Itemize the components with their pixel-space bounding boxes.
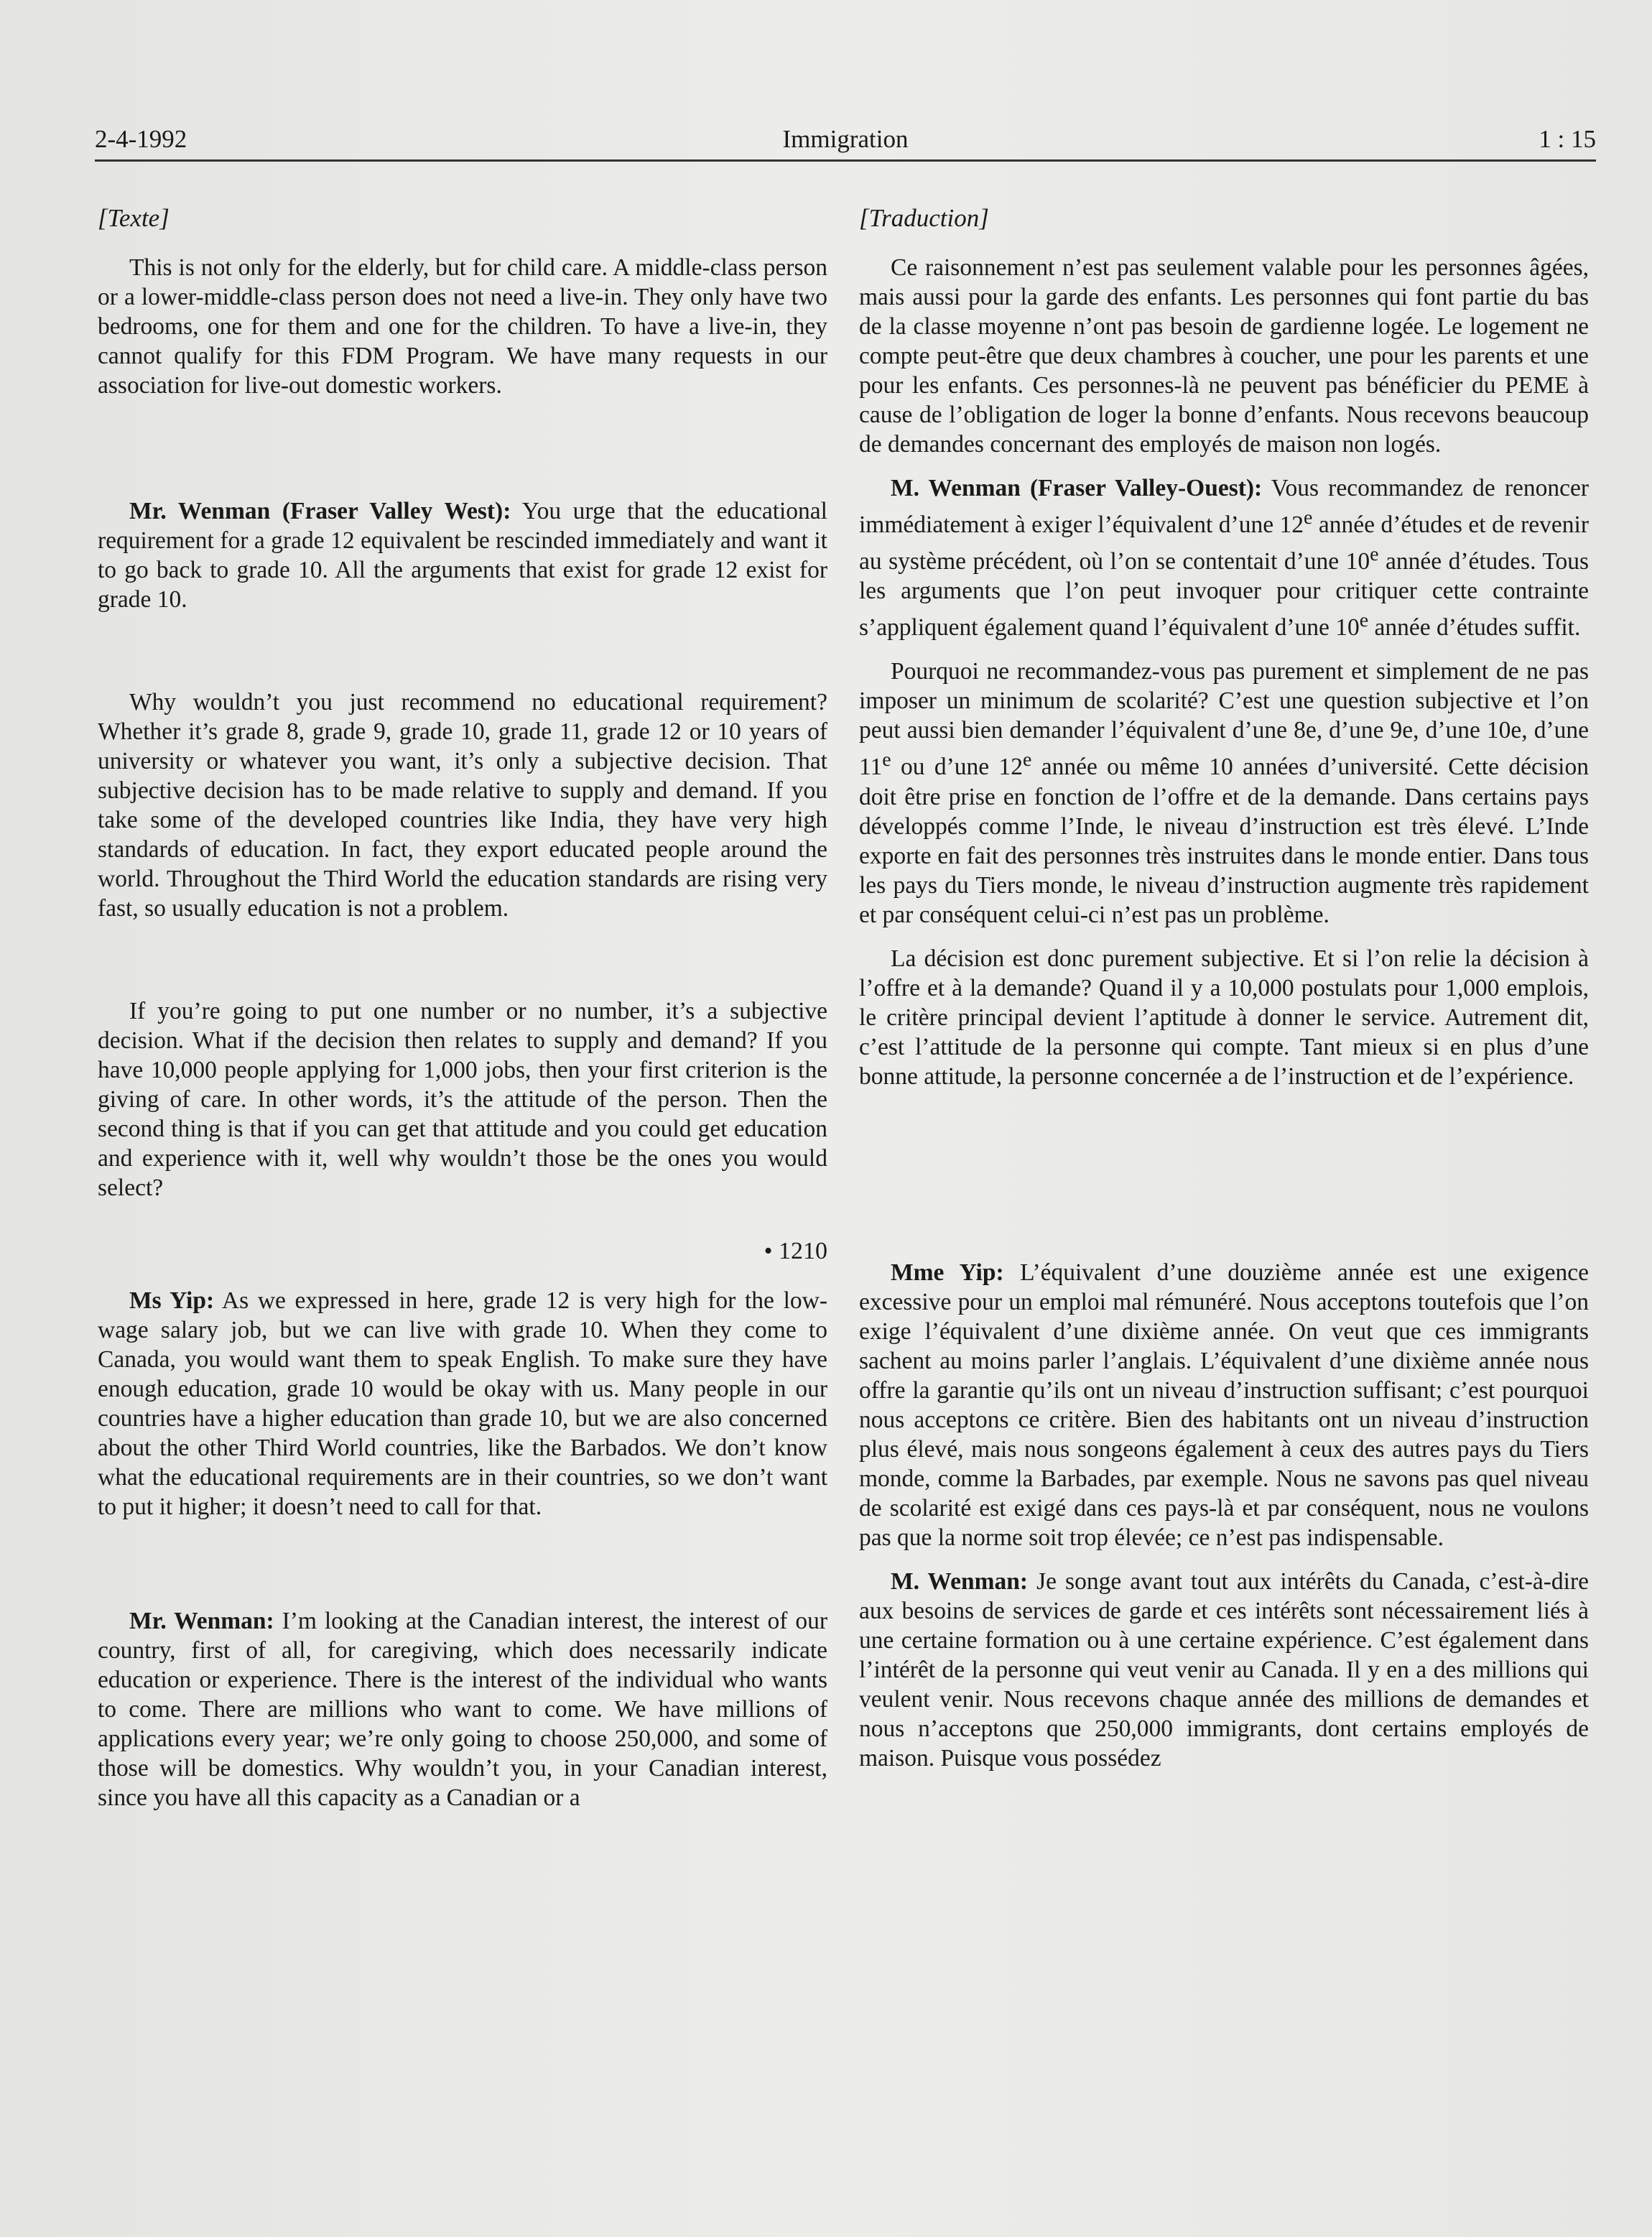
speech-text: année d’études et de revenir au système précédent, où l’on se contentait d’une 10 xyxy=(859,511,1590,575)
speaker-name: M. Wenman: xyxy=(891,1567,1029,1595)
paragraph xyxy=(98,1606,827,1812)
speech-text: L’équivalent d’une douzième année est une exigence excessive pour un emploi mal rémunéré. Nous acceptons toutefois que l’on exige l’équivalent d’une dixième année. On veut que ces immigrants sachent au moins parler l’anglais. L’équivalent d’une dixième année nous offre la garantie qu’ils ont un niveau d’instruction suffisant; c’est pourquoi nous acceptons ce critère. Bien des habitants ont un niveau d’instruction plus élevé, mais nous songeons également à ceux des autres pays du Tiers monde, comme la Barbades, par exemple. Nous ne savons pas quel niveau de scolarité est exigé dans ces pays-là et par conséquent, nous ne voulons pas que la norme soit trop élevée; ce n’est pas indispensable. xyxy=(859,1259,1589,1551)
paragraph: Why wouldn’t you just recommend no educational requirement? Whether it’s grade 8, grade 9, grade 10, grade 11, grade 12 or 10 years of university or whatever you want, it’s only a subjective decision. That subjective decision has to be made relative to supply and demand. If you take some of the developed countries like India, they have very high standards of education. In fact, they export educated people around the world. Throughout the Third World the education standards are rising very fast, so usually education is not a problem. xyxy=(98,689,827,922)
time-marker: • 1210 xyxy=(764,1238,827,1264)
paragraph: If you’re going to put one number or no number, it’s a subjective decision. What if the decision then relates to supply and demand? If you have 10,000 people applying for 1,000 jobs, then your first criterion is the giving of care. In other words, it’s the attitude of the person. Then the second thing is that if you can get that attitude and you could get education and experience with it, well why wouldn’t those be the ones you would select? xyxy=(98,998,827,1201)
header-title: Immigration xyxy=(782,125,909,153)
paragraph xyxy=(859,1567,1589,1773)
paragraph xyxy=(859,1258,1589,1552)
superscript: e xyxy=(1359,609,1369,632)
paragraph: This is not only for the elderly, but for child care. A middle-class person or a lower-middle-class person does not need a live-in. They only have two bedrooms, one for them and one for the children. To have a live-in, they cannot qualify for this FDM Program. We have many requests in our association for live-out domestic workers. xyxy=(98,254,827,399)
superscript: e xyxy=(1022,749,1032,772)
paragraph xyxy=(859,473,1589,642)
speaker-name: Mr. Wenman: xyxy=(129,1608,274,1634)
paragraph: Ce raisonnement n’est pas seulement valable pour les personnes âgées, mais aussi pour la garde des enfants. Les personnes qui font partie du bas de la classe moyenne n’ont pas besoin de gardienne logée. Le logement ne compte peut-être que deux chambres à coucher, une pour les parents et une pour les enfants. Ces personnes-là ne peuvent pas bénéficier du PEME à cause de l’obligation de loger la bonne d’enfants. Nous recevons beaucoup de demandes concernant des employés de maison non logés. xyxy=(859,254,1589,458)
paragraph xyxy=(98,496,827,614)
paragraph: La décision est donc purement subjective. Et si l’on relie la décision à l’offre et à la demande? Quand il y a 10,000 postulats pour 1,000 emplois, le critère principal devient l’aptitude à donner le service. Autrement dit, c’est l’attitude de la personne qui compte. Tant mieux si en plus d’une bonne attitude, la personne concernée a de l’instruction et de l’expérience. xyxy=(859,945,1589,1090)
page-header xyxy=(95,122,1596,162)
paragraph xyxy=(98,1286,827,1522)
speaker-name: Ms Yip: xyxy=(129,1287,215,1314)
speech-text: Pourquoi ne recommandez-vous pas purement et simplement de ne pas imposer un minimum de scolarité? C’est une question subjective et l’on peut aussi bien demander l’équivalent d’une 8e, d’une 9e, d’une 10e, d’une 11 xyxy=(859,658,1589,781)
superscript: e xyxy=(1304,506,1313,529)
speaker-name: M. Wenman (Fraser Valley-Ouest): xyxy=(891,475,1263,501)
speech-text: Vous recommandez de renoncer immédiatement à exiger l’équivalent d’une 12 xyxy=(859,475,1589,539)
speech-text: ou d’une 12 xyxy=(891,754,1023,781)
speech-text: année ou même 10 années d’université. Cette décision doit être prise en fonction de l’offre et de la demande. Dans certains pays développés comme l’Inde, le niveau d’instruction est très élevé. L’Inde exporte en fait des personnes très instruites dans le monde entier. Dans tous les pays du Tiers monde, le niveau d’instruction augmente très rapidement et par conséquent celui-ci n’est pas un problème. xyxy=(859,754,1589,928)
speech-text: You urge that the educational requirement for a grade 12 equivalent be rescinded immediately and want it to go back to grade 10. All the arguments that exist for grade 12 exist for grade 10. xyxy=(98,498,827,613)
header-page-number: 1 : 15 xyxy=(1539,125,1596,153)
speech-text: Je songe avant tout aux intérêts du Canada, c’est-à-dire aux besoins de services de garde et ces intérêts sont nécessairement liés à une certaine formation ou à une certaine expérience. C’est également dans l’intérêt de la personne qui veut venir au Canada. Il y en a des millions qui veulent venir. Nous recevons chaque année des millions de demandes et nous n’acceptons que 250,000 immigrants, dont certains employés de maison. Puisque vous possédez xyxy=(859,1567,1590,1771)
translation-marker: [Traduction] xyxy=(859,204,989,232)
paragraph xyxy=(859,657,1589,929)
header-date: 2-4-1992 xyxy=(95,125,187,153)
text-marker: [Texte] xyxy=(98,204,170,232)
speech-text: année d’études suffit. xyxy=(1368,614,1581,642)
speech-text: I’m looking at the Canadian interest, the interest of our country, first of all, for caregiving, which does necessarily indicate education or experience. There is the interest of the individual who wants to come. There are millions who want to come. We have millions of applications every year; we’re only going to choose 250,000, and some of those will be domestics. Why wouldn’t you, in your Canadian interest, since you have all this capacity as a Canadian or a xyxy=(98,1608,827,1811)
superscript: e xyxy=(1370,543,1379,566)
english-column xyxy=(98,203,827,1812)
french-column xyxy=(859,203,1589,1773)
speaker-name: Mr. Wenman (Fraser Valley West): xyxy=(129,498,511,524)
speech-text: As we expressed in here, grade 12 is very high for the low-wage salary job, but we can live with grade 10. When they come to Canada, you would want them to speak English. To make sure they have enough education, grade 10 would be okay with us. Many people in our countries have a higher education than grade 10, but we are also concerned about the other Third World countries, like the Barbados. We don’t know what the educational requirements are in their countries, so we don’t want to put it higher; it doesn’t need to call for that. xyxy=(98,1287,827,1520)
superscript: e xyxy=(882,749,891,772)
speaker-name: Mme Yip: xyxy=(891,1259,1004,1286)
speech-text: année d’études. Tous les arguments que l’on peut invoquer pour critiquer cette contrainte s’appliquent également quand l’équivalent d’une 10 xyxy=(859,548,1589,642)
